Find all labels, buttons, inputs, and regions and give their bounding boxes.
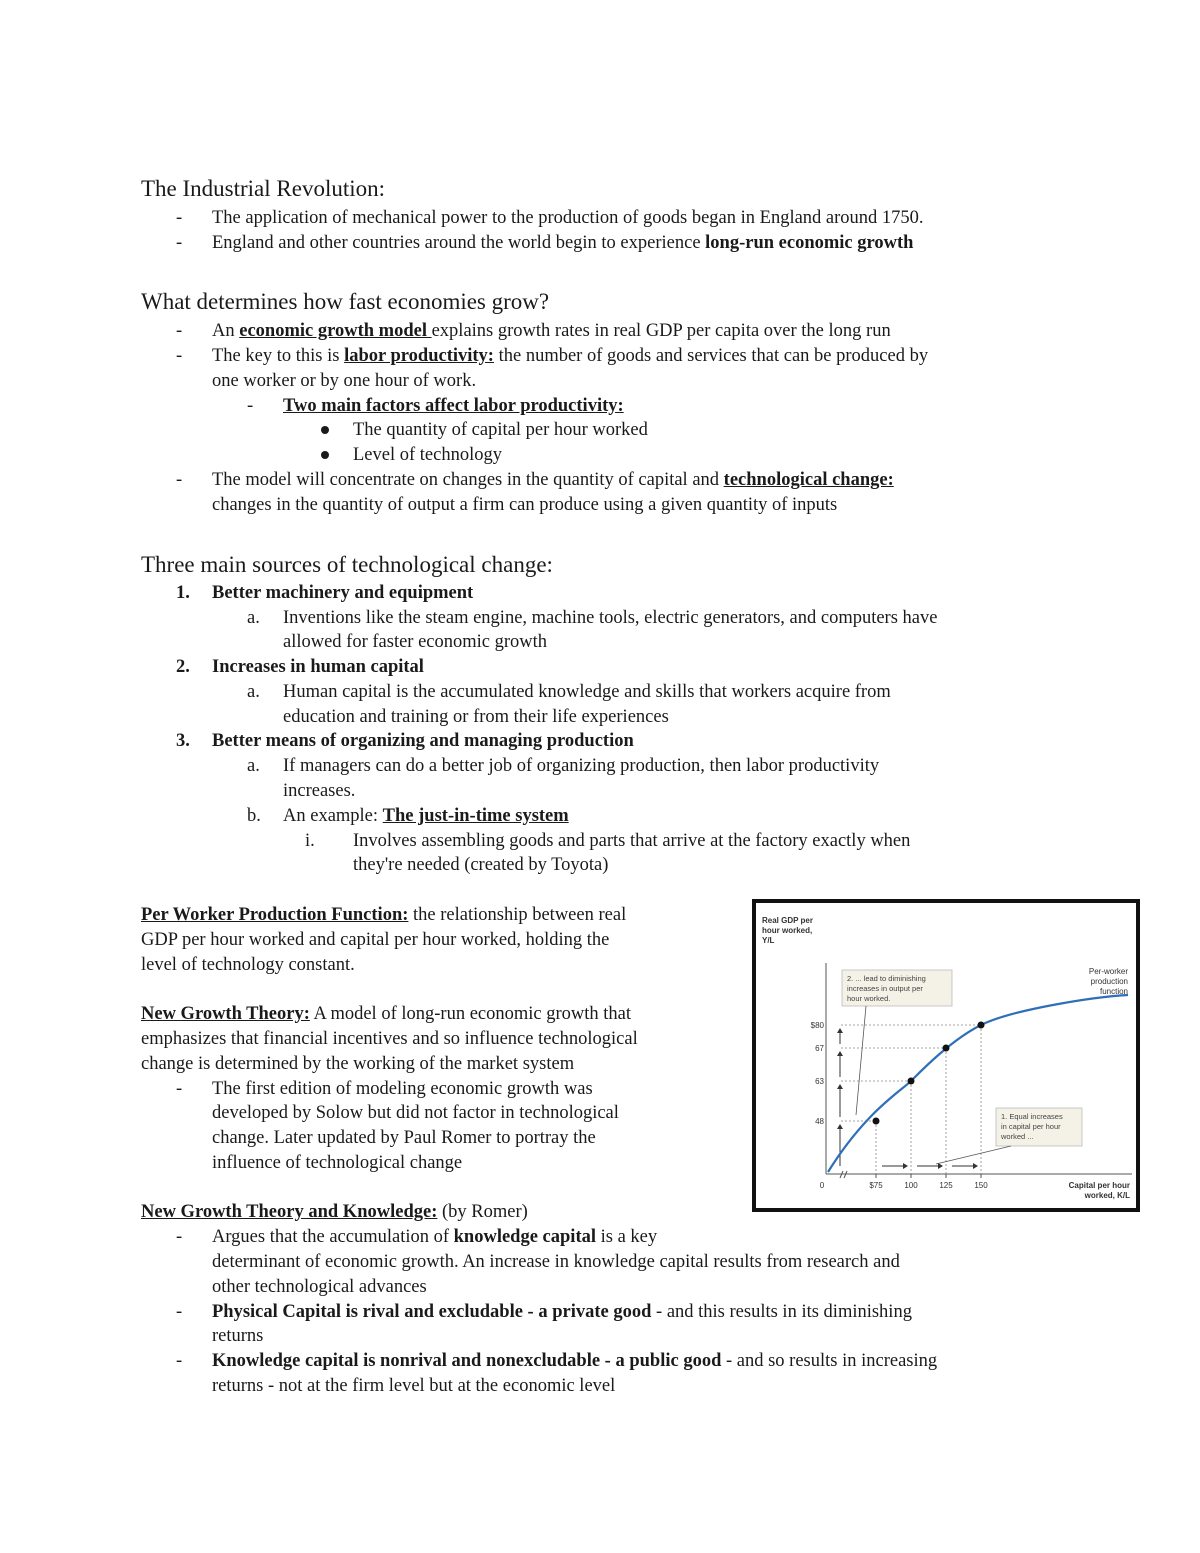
dash-marker: - [176,346,183,366]
source-2a: Human capital is the accumulated knowledge and skills that workers acquire from [283,682,891,702]
ngt-bullet-line-3: change. Later updated by Paul Romer to portray the [212,1128,596,1148]
list-letter: a. [247,756,260,776]
y-tick-label: 67 [815,1044,824,1053]
dash-marker: - [176,321,183,341]
just-in-time-term: The just-in-time system [382,806,569,826]
y-tick-label: 48 [815,1117,824,1126]
ngt-bullet-line-4: influence of technological change [212,1153,463,1173]
text-run: Argues that the accumulation of [212,1227,454,1247]
industrial-bullet-2 [212,231,913,256]
factor-capital: The quantity of capital per hour worked [353,420,648,440]
annotation-pointer [936,1146,1011,1164]
industrial-bullet-1: The application of mechanical power to the production of goods began in England around 1750. [212,208,924,228]
y-tick-label: $80 [810,1021,824,1030]
ngtk-bullet-3 [212,1349,937,1374]
ngtk-bullet-1 [212,1225,657,1250]
source-1a: Inventions like the steam engine, machine tools, electric generators, and computers have [283,608,938,628]
ngtk-bullet-1-cont2: other technological advances [212,1277,427,1297]
x-axis-label: worked, K/L [1084,1191,1130,1200]
text-run: (by Romer) [437,1202,528,1222]
heading-industrial-revolution: The Industrial Revolution: [141,176,386,201]
production-curve [828,995,1128,1172]
physical-capital-term: Physical Capital is rival and excludable - a private good [212,1302,652,1322]
source-1a-cont: allowed for faster economic growth [283,632,548,652]
per-worker-def-line-2: GDP per hour worked and capital per hour worked, holding the [141,930,610,950]
y-tick-label: 63 [815,1077,824,1086]
dash-marker: - [176,1302,183,1322]
long-run-growth-term: long-run economic growth [705,233,914,253]
dash-marker: - [176,233,183,253]
x-tick-label: $75 [869,1181,883,1190]
ngtk-bullet-1-cont: determinant of economic growth. An increase in knowledge capital results from research and [212,1252,900,1272]
x-tick-label: 125 [939,1181,953,1190]
ngt-def-line-3: change is determined by the working of the market system [141,1054,575,1074]
new-growth-theory-term: New Growth Theory: [141,1004,310,1024]
ngtk-heading [141,1200,528,1225]
technological-change-term: technological change: [723,470,894,490]
per-worker-def-line-3: level of technology constant. [141,955,355,975]
production-function-chart [752,899,1140,1212]
factor-technology: Level of technology [353,445,502,465]
source-3a: If managers can do a better job of organizing production, then labor productivity [283,756,880,776]
determines-bullet-3-cont: changes in the quantity of output a firm can produce using a given quantity of inputs [212,495,838,515]
determines-bullet-3 [212,468,894,493]
annotation-pointer [856,1006,866,1115]
list-letter: a. [247,608,260,628]
annotation-top-text: hour worked. [847,994,891,1003]
ngt-bullet-line-1: The first edition of modeling economic growth was [212,1079,593,1099]
text-run: the relationship between real [408,905,627,925]
data-point [873,1118,880,1125]
data-point [908,1078,915,1085]
text-run: An [212,321,240,341]
data-point [978,1022,985,1029]
determines-bullet-1 [212,319,891,344]
list-letter: b. [247,806,261,826]
ngt-def-line-2: emphasizes that financial incentives and so influence technological [141,1029,638,1049]
text-run: explains growth rates in real GDP per capita over the long run [431,321,891,341]
dash-marker: - [176,470,183,490]
y-axis-label: Real GDP per [762,916,813,925]
heading-what-determines: What determines how fast economies grow? [141,289,550,314]
annotation-bottom-text: 1. Equal increases [1001,1112,1063,1121]
arrow-head [938,1163,943,1169]
heading-three-sources: Three main sources of technological change: [141,552,553,577]
arrow-head [837,1051,843,1056]
bullet-dot [321,451,329,459]
ngt-def-line-1 [141,1002,631,1027]
ngtk-bullet-2-cont: returns [212,1326,264,1346]
list-letter: a. [247,682,260,702]
arrow-head [903,1163,908,1169]
arrow-head [973,1163,978,1169]
x-tick-label: 150 [974,1181,988,1190]
origin-label: 0 [819,1181,825,1190]
y-axis-label: hour worked, [762,926,813,935]
source-2: Increases in human capital [212,657,424,677]
two-factors-heading [283,394,624,419]
text-run: is a key [596,1227,658,1247]
ngt-knowledge-term: New Growth Theory and Knowledge: [141,1202,438,1222]
labor-productivity-term: labor productivity: [344,346,494,366]
economic-growth-model-term: economic growth model [239,321,432,341]
y-axis-label: Y/L [762,936,775,945]
determines-bullet-2-cont: one worker or by one hour of work. [212,371,477,391]
text-run: An example: [283,806,383,826]
source-3b [283,804,569,829]
two-factors-term: Two main factors affect labor productivity: [283,396,624,416]
ngtk-bullet-3-cont: returns - not at the firm level but at the economic level [212,1376,616,1396]
text-run: A model of long-run economic growth that [309,1004,632,1024]
x-tick-label: 100 [904,1181,918,1190]
ngtk-bullet-2 [212,1300,912,1325]
curve-label: production [1090,977,1128,986]
industrial-bullet-2-text: England and other countries around the world begin to experience [212,233,706,253]
arrow-head [837,1124,843,1129]
annotation-bottom-text: worked ... [1001,1132,1034,1141]
determines-bullet-2 [212,344,928,369]
bullet-dot [321,426,329,434]
text-run: The key to this is [212,346,345,366]
text-run: The model will concentrate on changes in the quantity of capital and [212,470,724,490]
source-3: Better means of organizing and managing production [212,731,634,751]
source-3bi: Involves assembling goods and parts that arrive at the factory exactly when [353,831,911,851]
list-number: 3. [176,731,190,751]
data-point [943,1045,950,1052]
text-run: the number of goods and services that can be produced by [493,346,929,366]
source-3a-cont: increases. [283,781,356,801]
curve-label: function [1099,987,1128,996]
source-1: Better machinery and equipment [212,583,474,603]
dash-marker: - [176,1227,183,1247]
annotation-top-text: increases in output per [847,984,923,993]
dash-marker: - [176,1079,183,1099]
text-run: - and so results in increasing [721,1351,938,1371]
dash-marker: - [176,1351,183,1371]
knowledge-capital-term: knowledge capital [453,1227,596,1247]
source-2a-cont: education and training or from their life experiences [283,707,669,727]
arrow-head [837,1028,843,1033]
text-run: - and this results in its diminishing [651,1302,912,1322]
ngt-bullet-line-2: developed by Solow but did not factor in technological [212,1103,619,1123]
dash-marker: - [176,208,183,228]
dash-marker: - [247,396,254,416]
chart-svg [756,903,1136,1208]
list-roman: i. [305,831,315,851]
annotation-bottom-text: in capital per hour [1001,1122,1061,1131]
list-number: 2. [176,657,190,677]
list-number: 1. [176,583,190,603]
arrow-head [837,1084,843,1089]
curve-label: Per-worker [1088,967,1128,976]
source-3bi-cont: they're needed (created by Toyota) [353,855,609,875]
per-worker-def-line-1 [141,903,626,928]
annotation-top-text: 2. ... lead to diminishing [847,974,926,983]
x-axis-label: Capital per hour [1068,1181,1130,1190]
per-worker-term: Per Worker Production Function: [141,905,409,925]
knowledge-capital-public-good-term: Knowledge capital is nonrival and nonexcludable - a public good [212,1351,722,1371]
